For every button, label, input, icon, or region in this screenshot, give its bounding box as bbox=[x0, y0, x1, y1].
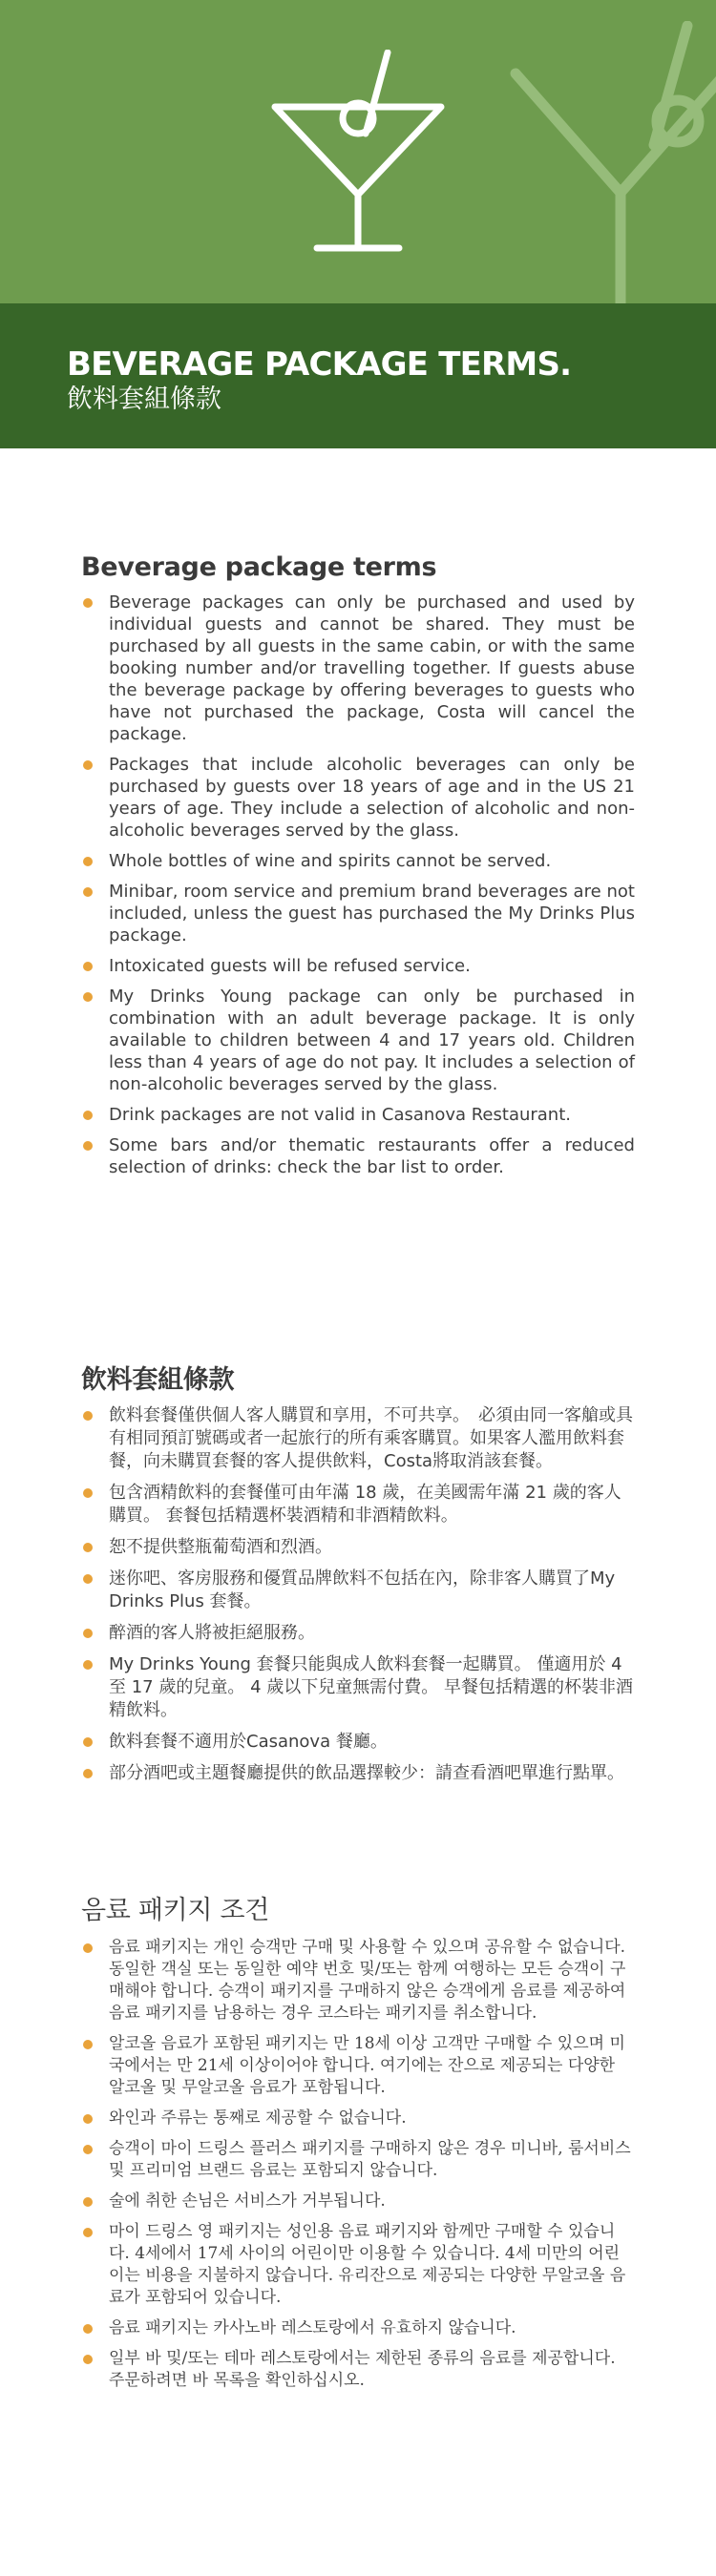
english-terms-section bbox=[81, 551, 635, 1187]
list-item bbox=[81, 1653, 635, 1722]
hero-image bbox=[0, 0, 716, 303]
list-item bbox=[81, 2317, 635, 2339]
list-item bbox=[81, 2138, 635, 2182]
bullet-dot-icon bbox=[83, 1769, 93, 1778]
list-item-text: 部分酒吧或主題餐廳提供的飲品選擇較少：請查看酒吧單進行點單。 bbox=[109, 1763, 624, 1783]
terms-list bbox=[81, 1937, 635, 2392]
title-banner bbox=[0, 303, 716, 448]
list-item-text: 迷你吧、客房服務和優質品牌飲料不包括在內，除非客人購買了My Drinks Plus 套餐。 bbox=[109, 1568, 616, 1611]
bullet-dot-icon bbox=[83, 887, 93, 897]
bullet-dot-icon bbox=[83, 857, 93, 866]
section-heading: Beverage package terms bbox=[81, 552, 437, 582]
list-item-text: Intoxicated guests will be refused service. bbox=[109, 956, 471, 976]
list-item bbox=[81, 592, 635, 745]
list-item bbox=[81, 2108, 635, 2129]
list-item bbox=[81, 2191, 635, 2212]
list-item bbox=[81, 2033, 635, 2099]
bullet-dot-icon bbox=[83, 1141, 93, 1151]
list-item-text: Minibar, room service and premium brand beverages are not included, unless the guest has purchased the My Drinks Plus package. bbox=[109, 882, 635, 945]
list-item bbox=[81, 986, 635, 1095]
list-item-text: Whole bottles of wine and spirits cannot be served. bbox=[109, 851, 552, 871]
list-item-text: Drink packages are not valid in Casanova Restaurant. bbox=[109, 1105, 571, 1125]
bullet-dot-icon bbox=[83, 2228, 93, 2237]
list-item-text: 일부 바 및/또는 테마 레스토랑에서는 제한된 종류의 음료를 제공합니다. 주문하려면 바 목록을 확인하십시오. bbox=[109, 2349, 616, 2390]
list-item-text: 음료 패키지는 카사노바 레스토랑에서 유효하지 않습니다. bbox=[109, 2318, 516, 2337]
list-item-text: 마이 드링스 영 패키지는 성인용 음료 패키지와 함께만 구매할 수 있습니다. 4세에서 17세 사이의 어린이만 이용할 수 있습니다. 4세 미만의 어린이는 비용을 지불하지 않습니다. 유리잔으로 제공되는 다양한 무알코올 음료가 포함되어 있습니다. bbox=[109, 2222, 626, 2307]
list-item bbox=[81, 850, 635, 872]
list-item bbox=[81, 1104, 635, 1126]
bullet-dot-icon bbox=[83, 1411, 93, 1421]
list-item-text: 包含酒精飲料的套餐僅可由年滿 18 歲，在美國需年滿 21 歲的客人購買。 套餐包括精選杯裝酒精和非酒精飲料。 bbox=[109, 1483, 621, 1526]
list-item-text: 恕不提供整瓶葡萄酒和烈酒。 bbox=[109, 1537, 332, 1557]
list-item-text: 와인과 주류는 통째로 제공할 수 없습니다. bbox=[109, 2109, 407, 2128]
list-item-text: 飲料套餐僅供個人客人購買和享用，不可共享。 必須由同一客艙或具有相同預訂號碼或者一起旅行的所有乘客購買。如果客人濫用飲料套餐，向未購買套餐的客人提供飲料，Costa將取消該套餐。 bbox=[109, 1405, 633, 1471]
list-item bbox=[81, 1731, 635, 1754]
page-title: BEVERAGE PACKAGE TERMS. bbox=[67, 345, 572, 384]
bullet-dot-icon bbox=[83, 1629, 93, 1638]
list-item bbox=[81, 1937, 635, 2025]
list-item-text: Packages that include alcoholic beverages can only be purchased by guests over 18 years of age and in the US 21 years of age. They include a selection of alcoholic and non-alcoholic beverages served by the glass. bbox=[109, 755, 635, 841]
list-item-text: 알코올 음료가 포함된 패키지는 만 18세 이상 고객만 구매할 수 있으며 미국에서는 만 21세 이상이어야 합니다. 여기에는 잔으로 제공되는 다양한 알코올 및 무알코올 음료가 포함됩니다. bbox=[109, 2034, 625, 2097]
bullet-dot-icon bbox=[83, 2040, 93, 2049]
bullet-dot-icon bbox=[83, 2355, 93, 2364]
korean-terms-section bbox=[81, 1895, 635, 2400]
list-item-text: Some bars and/or thematic restaurants offer a reduced selection of drinks: check the bar list to order. bbox=[109, 1135, 635, 1177]
list-item bbox=[81, 881, 635, 946]
list-item bbox=[81, 1568, 635, 1613]
list-item-text: Beverage packages can only be purchased and used by individual guests and cannot be shared. They must be purchased by all guests in the same cabin, or with the same booking number and/or travelling together. If guests abuse the beverage package by offering beverages to guests who have not purchased the package, Costa will cancel the package. bbox=[109, 592, 635, 744]
bullet-dot-icon bbox=[83, 1660, 93, 1670]
list-item-text: 醉酒的客人將被拒絕服務。 bbox=[109, 1623, 315, 1643]
bullet-dot-icon bbox=[83, 1943, 93, 1953]
bullet-dot-icon bbox=[83, 2114, 93, 2124]
bullet-dot-icon bbox=[83, 598, 93, 608]
bullet-dot-icon bbox=[83, 2197, 93, 2207]
list-item bbox=[81, 754, 635, 841]
terms-list bbox=[81, 592, 635, 1178]
list-item bbox=[81, 1536, 635, 1559]
bullet-dot-icon bbox=[83, 962, 93, 971]
bullet-dot-icon bbox=[83, 1737, 93, 1747]
list-item bbox=[81, 1622, 635, 1645]
bullet-dot-icon bbox=[83, 1488, 93, 1498]
list-item-text: 음료 패키지는 개인 승객만 구매 및 사용할 수 있으며 공유할 수 없습니다. 동일한 객실 또는 동일한 예약 번호 및/또는 함께 여행하는 모든 승객이 구매해야 합니다. 승객이 패키지를 구매하지 않은 승객에게 음료를 제공하여 음료 패키지를 남용하는 경우 코스타는 패키지를 취소합니다. bbox=[109, 1938, 626, 2023]
martini-glass-background-icon bbox=[496, 21, 716, 303]
bullet-dot-icon bbox=[83, 1574, 93, 1584]
terms-list bbox=[81, 1404, 635, 1785]
list-item bbox=[81, 955, 635, 977]
list-item bbox=[81, 1404, 635, 1473]
bullet-dot-icon bbox=[83, 2145, 93, 2154]
list-item bbox=[81, 2221, 635, 2309]
list-item-text: 飲料套餐不適用於Casanova 餐廳。 bbox=[109, 1732, 388, 1752]
section-heading: 음료 패키지 조건 bbox=[81, 1896, 270, 1925]
list-item bbox=[81, 1134, 635, 1178]
chinese-terms-section bbox=[81, 1364, 635, 1794]
list-item-text: My Drinks Young package can only be purchased in combination with an adult beverage package. It is only available to children between 4 and 17 years old. Children less than 4 years of age do not pay. It includes a selection of non-alcoholic beverages served by the glass. bbox=[109, 987, 635, 1094]
list-item-text: 술에 취한 손님은 서비스가 거부됩니다. bbox=[109, 2192, 386, 2211]
bullet-dot-icon bbox=[83, 2324, 93, 2334]
list-item bbox=[81, 2348, 635, 2392]
list-item-text: 승객이 마이 드링스 플러스 패키지를 구매하지 않은 경우 미니바, 룸서비스 및 프리미엄 브랜드 음료는 포함되지 않습니다. bbox=[109, 2139, 631, 2180]
section-heading: 飲料套組條款 bbox=[81, 1365, 235, 1395]
page-subtitle: 飲料套組條款 bbox=[67, 384, 221, 414]
bullet-dot-icon bbox=[83, 992, 93, 1002]
martini-glass-icon bbox=[267, 50, 449, 255]
list-item bbox=[81, 1482, 635, 1527]
bullet-dot-icon bbox=[83, 1543, 93, 1552]
bullet-dot-icon bbox=[83, 1111, 93, 1120]
list-item bbox=[81, 1762, 635, 1785]
list-item-text: My Drinks Young 套餐只能與成人飲料套餐一起購買。 僅適用於 4 至 17 歲的兒童。 4 歲以下兒童無需付費。 早餐包括精選的杯裝非酒精飲料。 bbox=[109, 1654, 633, 1720]
bullet-dot-icon bbox=[83, 760, 93, 770]
